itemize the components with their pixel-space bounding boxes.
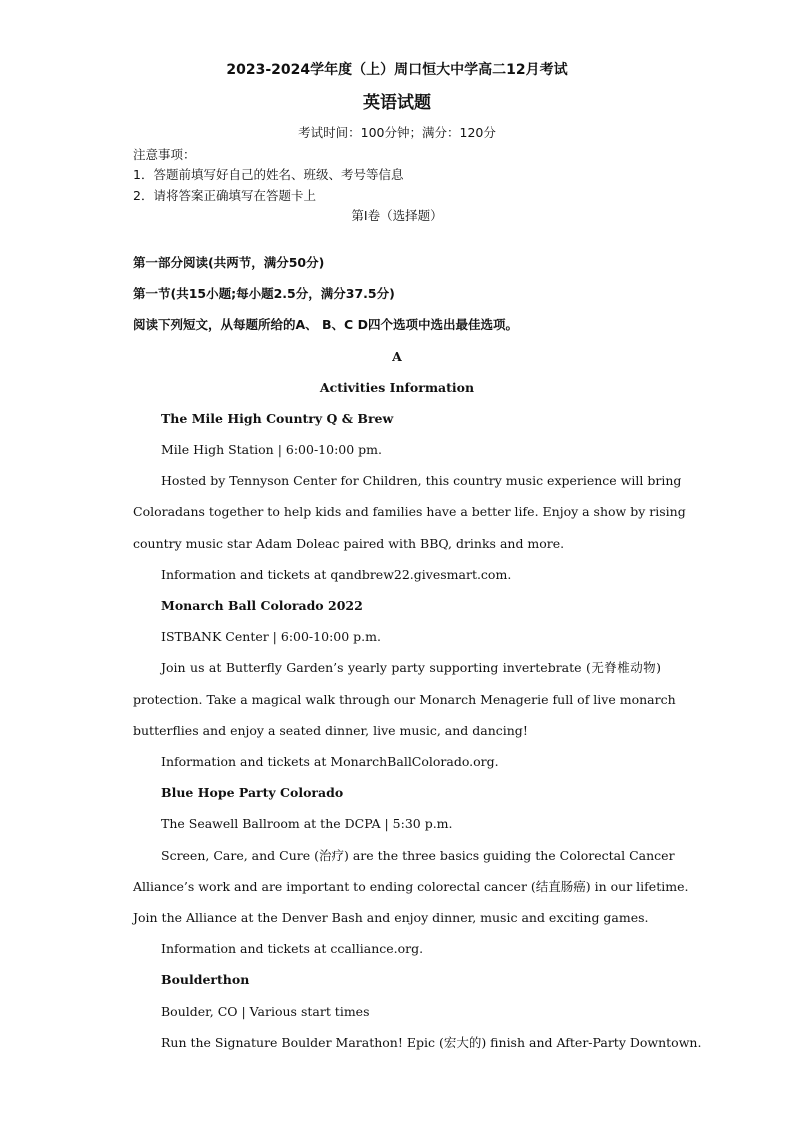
notes-heading: 注意事项： [133, 147, 196, 162]
exam-title: 2023-2024学年度（上）周口恒大中学高二12月考试 [226, 62, 568, 78]
event-description-line: Run the Signature Boulder Marathon! Epic (宏大的) finish and After-Party Downtown. [161, 1035, 702, 1050]
event-info: Information and tickets at ccalliance.org. [161, 941, 424, 956]
event-description-line: Coloradans together to help kids and families have a better life. Enjoy a show by rising [133, 504, 686, 519]
note-item-1: 1．答题前填写好自己的姓名、班级、考号等信息 [133, 167, 404, 182]
event-info: Information and tickets at MonarchBallColorado.org. [161, 754, 499, 769]
event-description-line: Alliance’s work and are important to ending colorectal cancer (结直肠癌) in our lifetime. [133, 879, 689, 894]
event-title: The Mile High Country Q & Brew [161, 411, 394, 426]
note-item-2: 2．请将答案正确填写在答题卡上 [133, 188, 316, 203]
event-description-line: Join us at Butterfly Garden’s yearly party supporting invertebrate (无脊椎动物) [161, 660, 661, 675]
event-place: Mile High Station | 6:00-10:00 pm. [161, 442, 383, 457]
event-description-line: Hosted by Tennyson Center for Children, this country music experience will bring [161, 473, 682, 488]
passage-letter: A [392, 349, 402, 364]
event-title: Blue Hope Party Colorado [161, 785, 344, 800]
subject-title: 英语试题 [363, 93, 431, 113]
volume-title: 第I卷（选择题） [351, 208, 443, 223]
part-title: 第一部分阅读(共两节，满分50分) [133, 255, 325, 270]
event-title: Monarch Ball Colorado 2022 [161, 598, 363, 613]
event-description-line: protection. Take a magical walk through our Monarch Menagerie full of live monarch [133, 692, 676, 707]
event-description-line: country music star Adam Doleac paired with BBQ, drinks and more. [133, 536, 565, 551]
instruction: 阅读下列短文，从每题所给的A、 B、C D四个选项中选出最佳选项。 [133, 317, 518, 332]
passage-title: Activities Information [319, 380, 475, 395]
event-place: Boulder, CO | Various start times [161, 1004, 370, 1019]
event-place: The Seawell Ballroom at the DCPA | 5:30 p.m. [161, 816, 453, 831]
exam-meta: 考试时间：100分钟；满分：120分 [298, 125, 496, 140]
event-description-line: Join the Alliance at the Denver Bash and enjoy dinner, music and exciting games. [133, 910, 649, 925]
event-place: ISTBANK Center | 6:00-10:00 p.m. [161, 629, 381, 644]
event-title: Boulderthon [161, 972, 250, 987]
event-info: Information and tickets at qandbrew22.givesmart.com. [161, 567, 512, 582]
event-description-line: butterflies and enjoy a seated dinner, live music, and dancing! [133, 723, 528, 738]
section-title: 第一节(共15小题;每小题2.5分，满分37.5分) [133, 286, 395, 301]
event-description-line: Screen, Care, and Cure (治疗) are the three basics guiding the Colorectal Cancer [161, 848, 675, 863]
